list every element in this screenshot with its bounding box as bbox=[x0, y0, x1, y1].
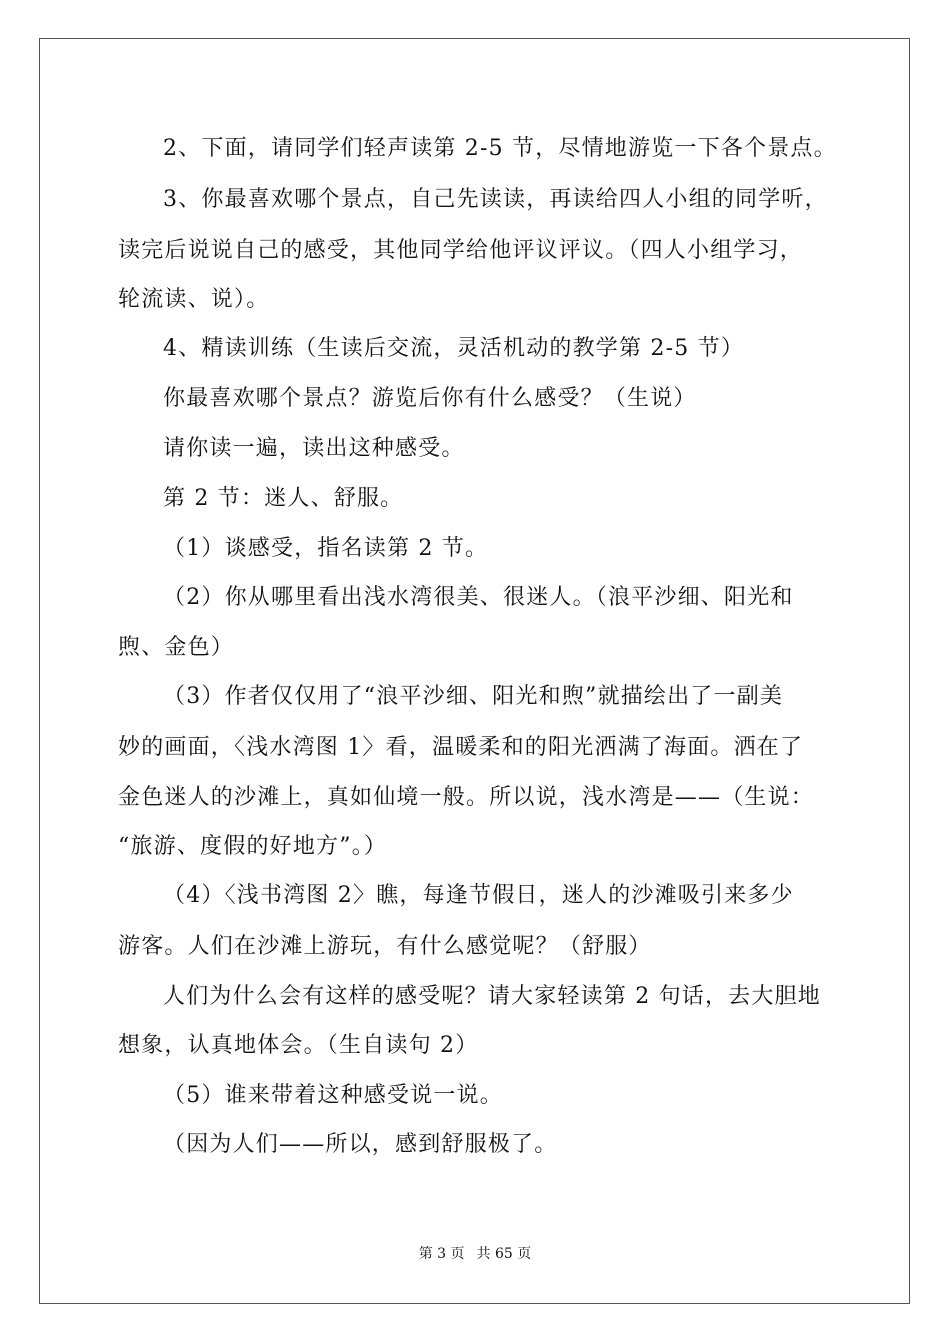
text-line: 金色迷人的沙滩上，真如仙境一般。所以说，浅水湾是——（生说： bbox=[118, 785, 815, 810]
text-line: 3、你最喜欢哪个景点，自己先读读，再读给四人小组的同学听， bbox=[163, 187, 828, 212]
text-line: 妙的画面，〈浅水湾图 1〉看，温暖柔和的阳光洒满了海面。洒在了 bbox=[118, 735, 804, 760]
text-line: 煦、金色） bbox=[118, 635, 235, 660]
text-line: （2）你从哪里看出浅水湾很美、很迷人。（浪平沙细、阳光和 bbox=[163, 585, 794, 610]
text-line: 2、下面，请同学们轻声读第 2-5 节，尽情地游览一下各个景点。 bbox=[163, 136, 837, 161]
text-line: （5）谁来带着这种感受说一说。 bbox=[163, 1083, 503, 1108]
text-line: （1）谈感受，指名读第 2 节。 bbox=[163, 536, 489, 561]
text-line: 想象，认真地体会。（生自读句 2） bbox=[118, 1033, 479, 1058]
text-line: （因为人们——所以，感到舒服极了。 bbox=[163, 1132, 558, 1157]
text-line: 你最喜欢哪个景点？游览后你有什么感受？（生说） bbox=[163, 386, 697, 411]
text-line: “旅游、度假的好地方”。） bbox=[118, 834, 388, 859]
page-number: 第 3 页 bbox=[418, 1246, 465, 1262]
text-line: 读完后说说自己的感受，其他同学给他评议评议。（四人小组学习， bbox=[118, 238, 804, 263]
text-line: 第 2 节：迷人、舒服。 bbox=[163, 486, 404, 511]
text-line: 轮流读、说）。 bbox=[118, 287, 270, 312]
text-line: 人们为什么会有这样的感受呢？请大家轻读第 2 句话，去大胆地 bbox=[163, 984, 821, 1009]
text-line: （3）作者仅仅用了“浪平沙细、阳光和煦”就描绘出了一副美 bbox=[163, 684, 784, 709]
text-line: 游客。人们在沙滩上游玩，有什么感觉呢？（舒服） bbox=[118, 934, 652, 959]
text-line: （4）〈浅书湾图 2〉瞧，每逢节假日，迷人的沙滩吸引来多少 bbox=[163, 883, 794, 908]
text-line: 请你读一遍，读出这种感受。 bbox=[163, 436, 465, 461]
page-border bbox=[39, 38, 910, 1304]
page-footer bbox=[0, 1245, 950, 1263]
page-total: 共 65 页 bbox=[476, 1246, 532, 1262]
text-line: 4、精读训练（生读后交流，灵活机动的教学第 2-5 节） bbox=[163, 336, 745, 361]
